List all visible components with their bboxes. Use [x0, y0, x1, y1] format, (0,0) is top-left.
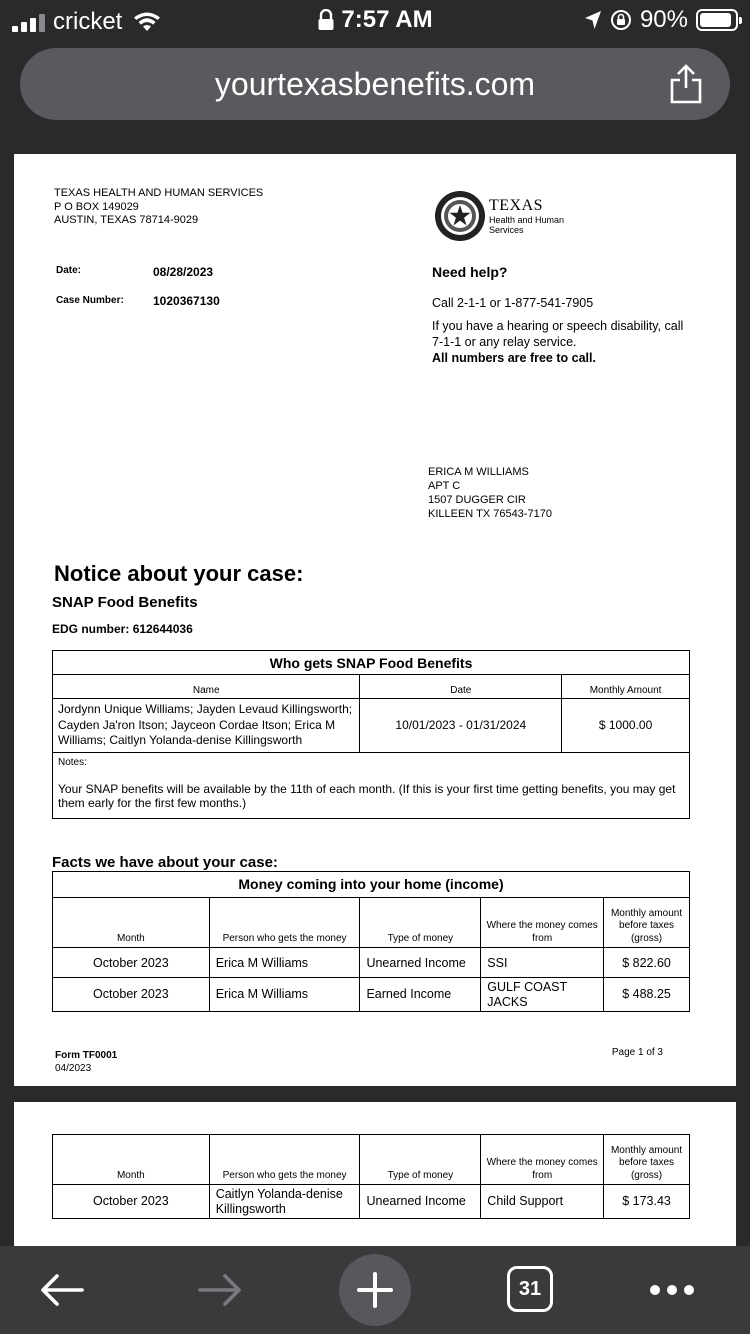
table-row — [53, 1185, 690, 1219]
forward-arrow-icon — [196, 1272, 244, 1308]
battery-icon — [696, 9, 738, 31]
help-free-text: All numbers are free to call. — [432, 351, 596, 365]
logo-subtitle: Services — [489, 225, 524, 235]
names-cell: Jordynn Unique Williams; Jayden Levaud Killingsworth; Cayden Ja'ron Itson; Jayceon Cordae Itson; Erica M Williams; Caitlyn Yolanda-denise Killingsworth — [53, 699, 360, 753]
table-title: Money coming into your home (income) — [53, 872, 690, 898]
help-hearing-text: If you have a hearing or speech disability, call 7-1-1 or any relay service. — [432, 319, 684, 349]
column-header: Where the money comes from — [481, 1135, 604, 1185]
month-cell: October 2023 — [53, 978, 210, 1012]
column-header: Month — [53, 898, 210, 948]
back-button[interactable] — [32, 1262, 92, 1318]
orientation-lock-icon — [317, 9, 335, 31]
notice-subtitle: SNAP Food Benefits — [52, 594, 198, 611]
forward-button[interactable] — [190, 1262, 250, 1318]
notes-cell — [53, 752, 690, 818]
who-gets-benefits-table — [52, 650, 690, 819]
table-row — [53, 948, 690, 978]
column-header: Monthly amount before taxes (gross) — [604, 1135, 690, 1185]
edg-number — [52, 622, 193, 636]
column-header: Type of money — [360, 1135, 481, 1185]
texas-seal-icon — [434, 190, 486, 242]
document-page-1 — [14, 154, 736, 1086]
more-menu-button[interactable] — [642, 1262, 702, 1318]
case-number-label: Case Number: — [56, 295, 124, 306]
column-header: Person who gets the money — [209, 898, 360, 948]
plus-icon — [356, 1271, 394, 1309]
help-title: Need help? — [432, 264, 508, 280]
rotation-lock-icon — [610, 9, 632, 31]
type-cell: Unearned Income — [360, 948, 481, 978]
recipient-line: KILLEEN TX 76543-7170 — [428, 508, 552, 520]
source-cell: GULF COAST JACKS — [481, 978, 604, 1012]
source-cell: Child Support — [481, 1185, 604, 1219]
recipient-address — [428, 465, 552, 521]
type-cell: Earned Income — [360, 978, 481, 1012]
column-header: Date — [360, 675, 562, 699]
column-header: Type of money — [360, 898, 481, 948]
column-header: Monthly Amount — [562, 675, 690, 699]
sender-line: P O BOX 149029 — [54, 200, 139, 213]
table-title: Who gets SNAP Food Benefits — [53, 651, 690, 675]
column-header: Person who gets the money — [209, 1135, 360, 1185]
page-number: Page 1 of 3 — [611, 1047, 663, 1058]
more-dots-icon — [649, 1284, 695, 1296]
sender-line: AUSTIN, TEXAS 78714-9029 — [54, 214, 199, 226]
month-cell: October 2023 — [53, 1185, 210, 1219]
texas-hhs-logo — [434, 190, 564, 242]
month-cell: October 2023 — [53, 948, 210, 978]
browser-toolbar — [0, 1246, 750, 1334]
person-cell: Erica M Williams — [209, 978, 360, 1012]
form-name: Form TF0001 — [55, 1050, 118, 1061]
time-text: 7:57 AM — [341, 6, 433, 33]
address-bar[interactable] — [20, 48, 730, 120]
form-id — [55, 1049, 117, 1075]
amount-cell: $ 173.43 — [604, 1185, 690, 1219]
location-arrow-icon — [584, 10, 602, 30]
recipient-line: ERICA M WILLIAMS — [428, 466, 529, 478]
source-cell: SSI — [481, 948, 604, 978]
date-range-cell: 10/01/2023 - 01/31/2024 — [360, 699, 562, 753]
status-bar — [0, 0, 750, 44]
type-cell: Unearned Income — [360, 1185, 481, 1219]
column-header: Month — [53, 1135, 210, 1185]
case-number-value: 1020367130 — [153, 294, 220, 308]
notice-title: Notice about your case: — [54, 561, 304, 586]
date-label: Date: — [56, 265, 82, 276]
person-cell: Erica M Williams — [209, 948, 360, 978]
new-tab-button[interactable] — [339, 1254, 411, 1326]
person-cell: Caitlyn Yolanda-denise Killingsworth — [209, 1185, 360, 1219]
back-arrow-icon — [38, 1272, 86, 1308]
document-page-2 — [14, 1102, 736, 1246]
facts-title: Facts we have about your case: — [52, 854, 278, 871]
table-row — [53, 978, 690, 1012]
date-value: 08/28/2023 — [153, 265, 214, 279]
income-table-continued — [52, 1134, 690, 1219]
sender-address — [54, 187, 263, 228]
amount-cell: $ 488.25 — [604, 978, 690, 1012]
column-header: Where the money comes from — [481, 898, 604, 948]
table-row — [53, 699, 690, 753]
notes-text: Your SNAP benefits will be available by the 11th of each month. (If this is your first time getting benefits, you may get them early for the first few months.) — [58, 781, 676, 810]
tabs-button[interactable]: 31 — [507, 1266, 553, 1312]
column-header: Monthly amount before taxes (gross) — [604, 898, 690, 948]
monthly-amount-cell: $ 1000.00 — [562, 699, 690, 753]
logo-subtitle: Health and Human — [489, 215, 565, 225]
recipient-line: 1507 DUGGER CIR — [428, 494, 526, 506]
amount-cell: $ 822.60 — [604, 948, 690, 978]
carrier-name: cricket — [53, 8, 123, 35]
edg-label: EDG number: — [52, 622, 130, 636]
column-header: Name — [53, 675, 360, 699]
share-icon[interactable] — [668, 64, 704, 104]
recipient-line: APT C — [428, 480, 461, 492]
logo-title: TEXAS — [489, 197, 544, 214]
sender-line: TEXAS HEALTH AND HUMAN SERVICES — [54, 187, 264, 199]
help-phone: Call 2-1-1 or 1-877-541-7905 — [432, 296, 594, 310]
edg-value: 612644036 — [132, 622, 193, 636]
battery-percent: 90% — [639, 6, 688, 33]
url-text[interactable]: yourtexasbenefits.com — [214, 65, 536, 102]
income-table — [52, 871, 690, 1012]
notes-label: Notes: — [58, 756, 87, 768]
form-date: 04/2023 — [55, 1063, 92, 1074]
